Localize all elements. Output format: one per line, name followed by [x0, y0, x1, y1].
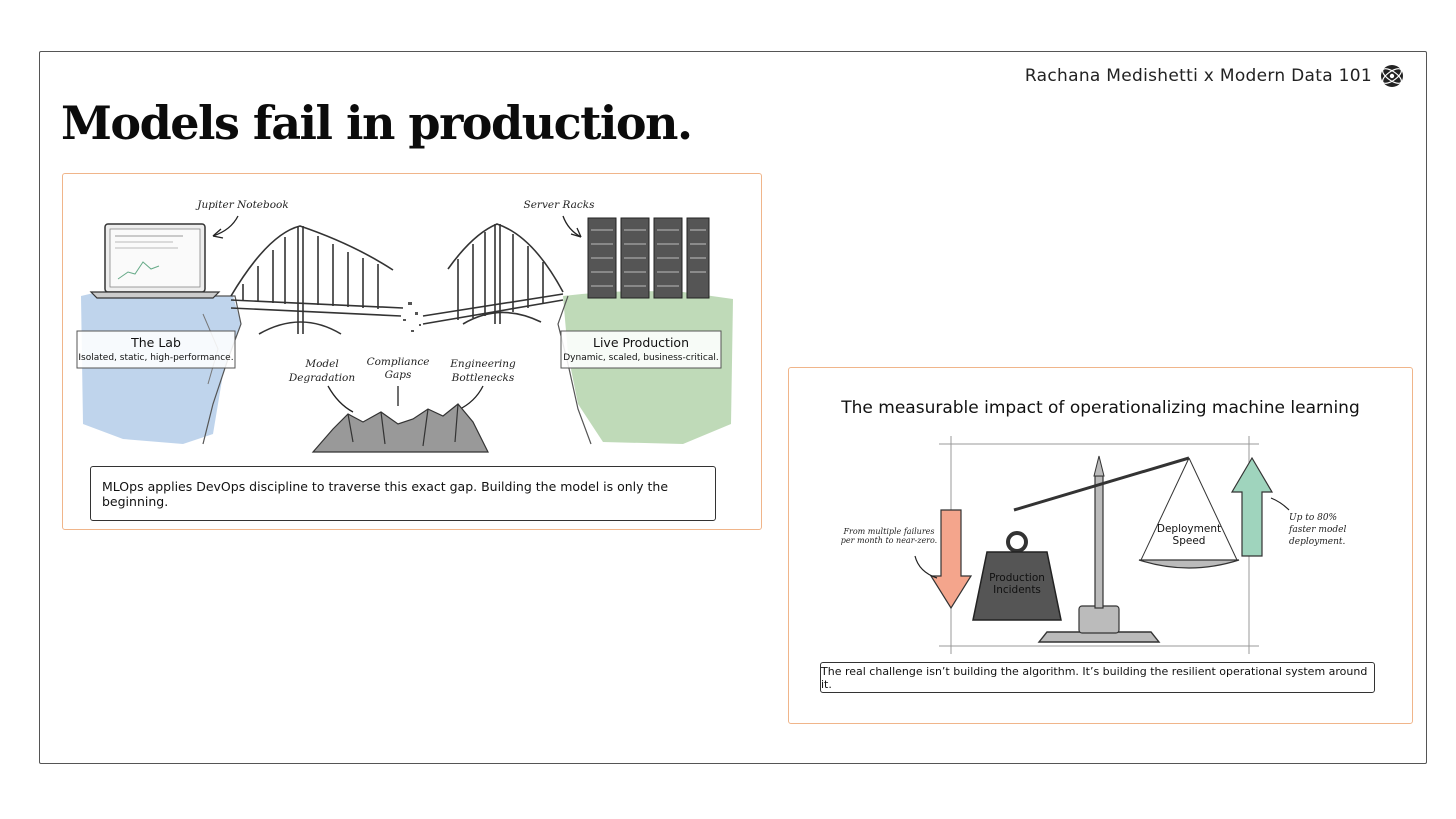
weight-label-line2: Incidents	[993, 584, 1041, 596]
lab-title: The Lab	[131, 335, 181, 350]
risk-3-line1: Engineering	[450, 358, 516, 370]
left-note-line1: From multiple failures	[843, 527, 935, 536]
pan-label-line1: Deployment	[1156, 523, 1222, 535]
down-arrow-icon	[931, 510, 971, 608]
bridge-illustration	[63, 174, 761, 464]
pan-label-line2: Speed	[1172, 535, 1206, 547]
laptop-icon	[91, 224, 219, 298]
impact-card	[788, 367, 1413, 724]
impact-title: The measurable impact of operationalizing machine learning	[841, 398, 1360, 418]
broken-bridge	[231, 224, 563, 334]
impact-caption: The real challenge isn’t building the algorithm. It’s building the resilient operational system around it.	[820, 662, 1375, 693]
down-arrow-shape	[931, 510, 971, 608]
up-arrow-shape	[1232, 458, 1272, 556]
risk-1-line2: Degradation	[288, 372, 356, 384]
risk-2-line2: Gaps	[384, 369, 412, 381]
up-arrow-icon	[1232, 458, 1272, 556]
right-note-line1: Up to 80%	[1289, 513, 1338, 523]
rocks	[313, 404, 488, 452]
right-note-arrow	[1271, 498, 1289, 510]
racks-label: Server Racks	[523, 199, 595, 211]
risk-3-line2: Bottlenecks	[451, 372, 515, 384]
right-note-line2: faster model	[1289, 525, 1347, 535]
production-title: Live Production	[592, 335, 690, 350]
risk-1-line1: Model	[305, 358, 339, 370]
page-title: Models fail in production.	[61, 96, 692, 150]
right-note-line3: deployment.	[1289, 537, 1346, 547]
notebook-label: Jupiter Notebook	[197, 199, 289, 211]
weight-label-line1: Production	[989, 572, 1045, 584]
brand-text: Rachana Medishetti x Modern Data 101	[1024, 66, 1372, 86]
brand	[1025, 64, 1404, 88]
risk-2-line1: Compliance	[366, 356, 430, 368]
left-note-line2: per month to near-zero.	[840, 536, 938, 545]
scale-illustration	[789, 436, 1412, 666]
bridge-caption: MLOps applies DevOps discipline to traverse this exact gap. Building the model is only the beginning.	[90, 466, 716, 521]
left-note-arrow	[915, 556, 937, 578]
bridge-illustration-card	[62, 173, 762, 530]
production-label	[561, 331, 721, 368]
server-racks-icon	[588, 218, 709, 298]
lab-subtitle: Isolated, static, high-performance.	[78, 353, 234, 363]
debris	[403, 302, 421, 332]
production-subtitle: Dynamic, scaled, business-critical.	[563, 353, 719, 363]
lab-label	[77, 331, 235, 368]
globe-logo-icon	[1380, 64, 1404, 88]
